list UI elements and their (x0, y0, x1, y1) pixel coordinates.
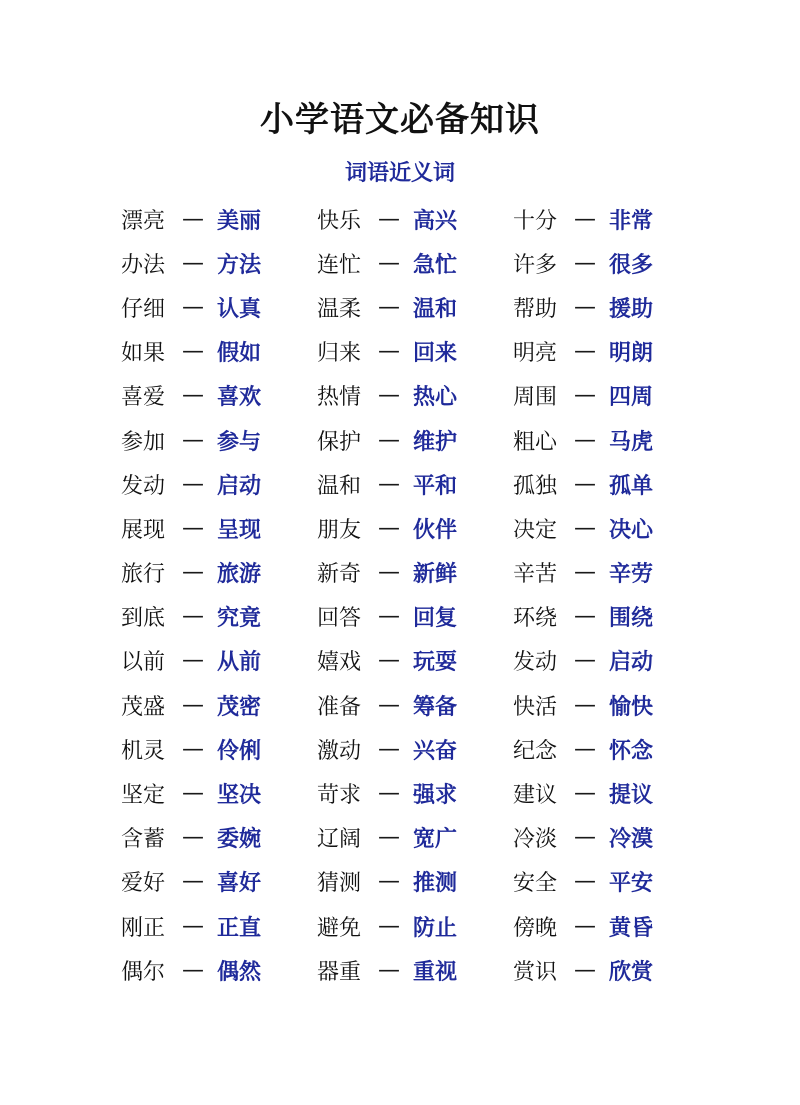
pair-synonym: 伙伴 (413, 517, 458, 543)
pair-dash: — (574, 781, 596, 807)
pair-word: 发动 (513, 650, 558, 676)
synonym-pair (121, 727, 317, 771)
synonym-pair (317, 860, 513, 904)
pair-dash: — (574, 250, 596, 276)
pair-dash: — (182, 515, 204, 541)
pair-synonym: 欣赏 (609, 959, 654, 985)
pair-synonym: 方法 (217, 252, 262, 278)
pair-dash: — (378, 913, 400, 939)
synonym-pair (317, 771, 513, 815)
pair-word: 快活 (513, 694, 558, 720)
pair-synonym: 很多 (609, 252, 654, 278)
synonym-pair (513, 595, 709, 639)
pair-dash: — (182, 339, 204, 365)
synonym-pair (121, 860, 317, 904)
pair-synonym: 正直 (217, 915, 262, 941)
synonym-pair (317, 462, 513, 506)
pair-word: 十分 (513, 208, 558, 234)
pair-word: 决定 (513, 517, 558, 543)
pair-word: 苛求 (317, 783, 362, 809)
pair-word: 准备 (317, 694, 362, 720)
pair-synonym: 回复 (413, 606, 458, 632)
pair-word: 快乐 (317, 208, 362, 234)
page-title: 小学语文必备知识 (260, 100, 540, 140)
pair-dash: — (182, 869, 204, 895)
pair-word: 猜测 (317, 871, 362, 897)
synonym-pair (317, 197, 513, 241)
pair-synonym: 假如 (217, 341, 262, 367)
pair-word: 温和 (317, 473, 362, 499)
synonym-pair (317, 418, 513, 462)
pair-synonym: 认真 (217, 296, 262, 322)
pair-word: 辛苦 (513, 562, 558, 588)
pair-word: 爱好 (121, 871, 166, 897)
pair-word: 刚正 (121, 915, 166, 941)
synonym-pair (513, 860, 709, 904)
pair-synonym: 四周 (609, 385, 654, 411)
pair-synonym: 推测 (413, 871, 458, 897)
synonym-pair (121, 197, 317, 241)
pair-word: 回答 (317, 606, 362, 632)
synonym-pair (317, 683, 513, 727)
pair-synonym: 援助 (609, 296, 654, 322)
synonym-pair (121, 241, 317, 285)
synonym-pair (513, 374, 709, 418)
pair-dash: — (574, 957, 596, 983)
synonym-pair (317, 727, 513, 771)
pair-dash: — (182, 692, 204, 718)
pair-dash: — (182, 560, 204, 586)
pair-word: 连忙 (317, 252, 362, 278)
pair-synonym: 筹备 (413, 694, 458, 720)
pair-dash: — (574, 515, 596, 541)
pair-word: 冷淡 (513, 827, 558, 853)
synonym-pair (121, 639, 317, 683)
pair-dash: — (378, 294, 400, 320)
pair-synonym: 喜欢 (217, 385, 262, 411)
pair-word: 办法 (121, 252, 166, 278)
pair-dash: — (574, 471, 596, 497)
synonym-pair (121, 948, 317, 992)
synonym-pair (513, 683, 709, 727)
pair-word: 嬉戏 (317, 650, 362, 676)
pair-word: 展现 (121, 517, 166, 543)
pair-dash: — (182, 383, 204, 409)
pair-synonym: 高兴 (413, 208, 458, 234)
pair-synonym: 委婉 (217, 827, 262, 853)
pair-synonym: 回来 (413, 341, 458, 367)
synonym-pair (317, 506, 513, 550)
pair-dash: — (574, 692, 596, 718)
pair-synonym: 明朗 (609, 341, 654, 367)
pair-dash: — (378, 206, 400, 232)
pair-word: 仔细 (121, 296, 166, 322)
synonym-pair (317, 639, 513, 683)
synonym-pair (121, 330, 317, 374)
pair-word: 避免 (317, 915, 362, 941)
synonym-pair (317, 285, 513, 329)
synonym-pair (121, 551, 317, 595)
pair-synonym: 启动 (609, 650, 654, 676)
pair-synonym: 孤单 (609, 473, 654, 499)
synonym-pair (513, 639, 709, 683)
pair-word: 安全 (513, 871, 558, 897)
pair-dash: — (574, 427, 596, 453)
pair-word: 如果 (121, 341, 166, 367)
pair-synonym: 平安 (609, 871, 654, 897)
pair-synonym: 平和 (413, 473, 458, 499)
synonym-pair (121, 462, 317, 506)
pair-synonym: 决心 (609, 517, 654, 543)
synonym-pair (513, 551, 709, 595)
pair-synonym: 呈现 (217, 517, 262, 543)
pair-dash: — (378, 957, 400, 983)
pair-synonym: 究竟 (217, 606, 262, 632)
pair-synonym: 茂密 (217, 694, 262, 720)
pair-dash: — (378, 560, 400, 586)
synonym-pair (317, 374, 513, 418)
pair-dash: — (182, 736, 204, 762)
pair-synonym: 重视 (413, 959, 458, 985)
pair-word: 机灵 (121, 738, 166, 764)
synonym-pair (317, 816, 513, 860)
pair-dash: — (574, 339, 596, 365)
pair-dash: — (378, 383, 400, 409)
pair-synonym: 急忙 (413, 252, 458, 278)
pair-dash: — (574, 383, 596, 409)
pair-word: 旅行 (121, 562, 166, 588)
pair-synonym: 冷漠 (609, 827, 654, 853)
pair-word: 明亮 (513, 341, 558, 367)
synonym-pair (513, 771, 709, 815)
pair-dash: — (378, 692, 400, 718)
pair-synonym: 参与 (217, 429, 262, 455)
pair-dash: — (574, 294, 596, 320)
pair-word: 偶尔 (121, 959, 166, 985)
pair-word: 以前 (121, 650, 166, 676)
pair-synonym: 马虎 (609, 429, 654, 455)
pair-word: 坚定 (121, 783, 166, 809)
pair-synonym: 玩耍 (413, 650, 458, 676)
synonym-pair (513, 330, 709, 374)
pair-synonym: 温和 (413, 296, 458, 322)
synonym-pair (121, 285, 317, 329)
synonym-pair (121, 506, 317, 550)
pair-word: 激动 (317, 738, 362, 764)
pair-synonym: 宽广 (413, 827, 458, 853)
synonym-pair (121, 683, 317, 727)
synonym-pair (317, 241, 513, 285)
pair-synonym: 辛劳 (609, 562, 654, 588)
pair-dash: — (574, 648, 596, 674)
pair-word: 喜爱 (121, 385, 166, 411)
pair-word: 粗心 (513, 429, 558, 455)
pair-synonym: 愉快 (609, 694, 654, 720)
pair-dash: — (182, 206, 204, 232)
pair-dash: — (378, 648, 400, 674)
pair-word: 赏识 (513, 959, 558, 985)
pair-synonym: 维护 (413, 429, 458, 455)
synonym-pair (513, 948, 709, 992)
pair-word: 发动 (121, 473, 166, 499)
pair-word: 周围 (513, 385, 558, 411)
pair-synonym: 围绕 (609, 606, 654, 632)
pair-dash: — (378, 825, 400, 851)
pair-dash: — (574, 736, 596, 762)
pair-word: 茂盛 (121, 694, 166, 720)
pair-word: 热情 (317, 385, 362, 411)
pair-word: 孤独 (513, 473, 558, 499)
synonym-pair (121, 904, 317, 948)
synonym-pair (513, 418, 709, 462)
pair-dash: — (182, 781, 204, 807)
pair-dash: — (182, 427, 204, 453)
pair-word: 傍晚 (513, 915, 558, 941)
synonym-pair (121, 374, 317, 418)
pair-dash: — (378, 515, 400, 541)
synonym-pair (121, 816, 317, 860)
pair-synonym: 提议 (609, 783, 654, 809)
synonym-pair (513, 506, 709, 550)
pair-dash: — (182, 825, 204, 851)
pair-word: 朋友 (317, 517, 362, 543)
synonym-pair (513, 904, 709, 948)
pair-word: 器重 (317, 959, 362, 985)
synonym-grid (121, 197, 721, 992)
pair-dash: — (378, 869, 400, 895)
synonym-pair (317, 330, 513, 374)
synonym-pair (317, 595, 513, 639)
pair-dash: — (182, 294, 204, 320)
pair-synonym: 非常 (609, 208, 654, 234)
pair-word: 纪念 (513, 738, 558, 764)
pair-synonym: 坚决 (217, 783, 262, 809)
pair-dash: — (378, 471, 400, 497)
pair-word: 归来 (317, 341, 362, 367)
pair-dash: — (182, 471, 204, 497)
pair-synonym: 旅游 (217, 562, 262, 588)
pair-synonym: 伶俐 (217, 738, 262, 764)
section-title: 词语近义词 (344, 161, 455, 186)
pair-synonym: 黄昏 (609, 915, 654, 941)
pair-dash: — (182, 648, 204, 674)
pair-word: 建议 (513, 783, 558, 809)
pair-synonym: 防止 (413, 915, 458, 941)
pair-word: 含蓄 (121, 827, 166, 853)
pair-synonym: 兴奋 (413, 738, 458, 764)
pair-dash: — (182, 957, 204, 983)
synonym-pair (513, 816, 709, 860)
pair-dash: — (182, 604, 204, 630)
pair-word: 参加 (121, 429, 166, 455)
synonym-pair (513, 241, 709, 285)
pair-word: 漂亮 (121, 208, 166, 234)
pair-dash: — (574, 206, 596, 232)
pair-dash: — (574, 869, 596, 895)
pair-word: 帮助 (513, 296, 558, 322)
pair-synonym: 从前 (217, 650, 262, 676)
synonym-pair (513, 285, 709, 329)
synonym-pair (121, 595, 317, 639)
synonym-pair (317, 551, 513, 595)
pair-dash: — (378, 604, 400, 630)
pair-word: 新奇 (317, 562, 362, 588)
pair-word: 辽阔 (317, 827, 362, 853)
pair-dash: — (378, 339, 400, 365)
pair-synonym: 热心 (413, 385, 458, 411)
pair-dash: — (378, 781, 400, 807)
synonym-pair (513, 197, 709, 241)
pair-synonym: 启动 (217, 473, 262, 499)
pair-dash: — (378, 427, 400, 453)
pair-synonym: 新鲜 (413, 562, 458, 588)
synonym-pair (513, 462, 709, 506)
pair-word: 许多 (513, 252, 558, 278)
pair-dash: — (182, 913, 204, 939)
pair-dash: — (574, 560, 596, 586)
pair-dash: — (574, 604, 596, 630)
pair-word: 温柔 (317, 296, 362, 322)
synonym-pair (121, 771, 317, 815)
synonym-pair (121, 418, 317, 462)
pair-dash: — (378, 736, 400, 762)
synonym-pair (317, 948, 513, 992)
pair-dash: — (182, 250, 204, 276)
pair-synonym: 强求 (413, 783, 458, 809)
pair-word: 到底 (121, 606, 166, 632)
pair-synonym: 美丽 (217, 208, 262, 234)
synonym-pair (317, 904, 513, 948)
pair-synonym: 喜好 (217, 871, 262, 897)
pair-synonym: 偶然 (217, 959, 262, 985)
pair-word: 环绕 (513, 606, 558, 632)
pair-dash: — (378, 250, 400, 276)
pair-synonym: 怀念 (609, 738, 654, 764)
pair-dash: — (574, 913, 596, 939)
pair-dash: — (574, 825, 596, 851)
synonym-pair (513, 727, 709, 771)
pair-word: 保护 (317, 429, 362, 455)
